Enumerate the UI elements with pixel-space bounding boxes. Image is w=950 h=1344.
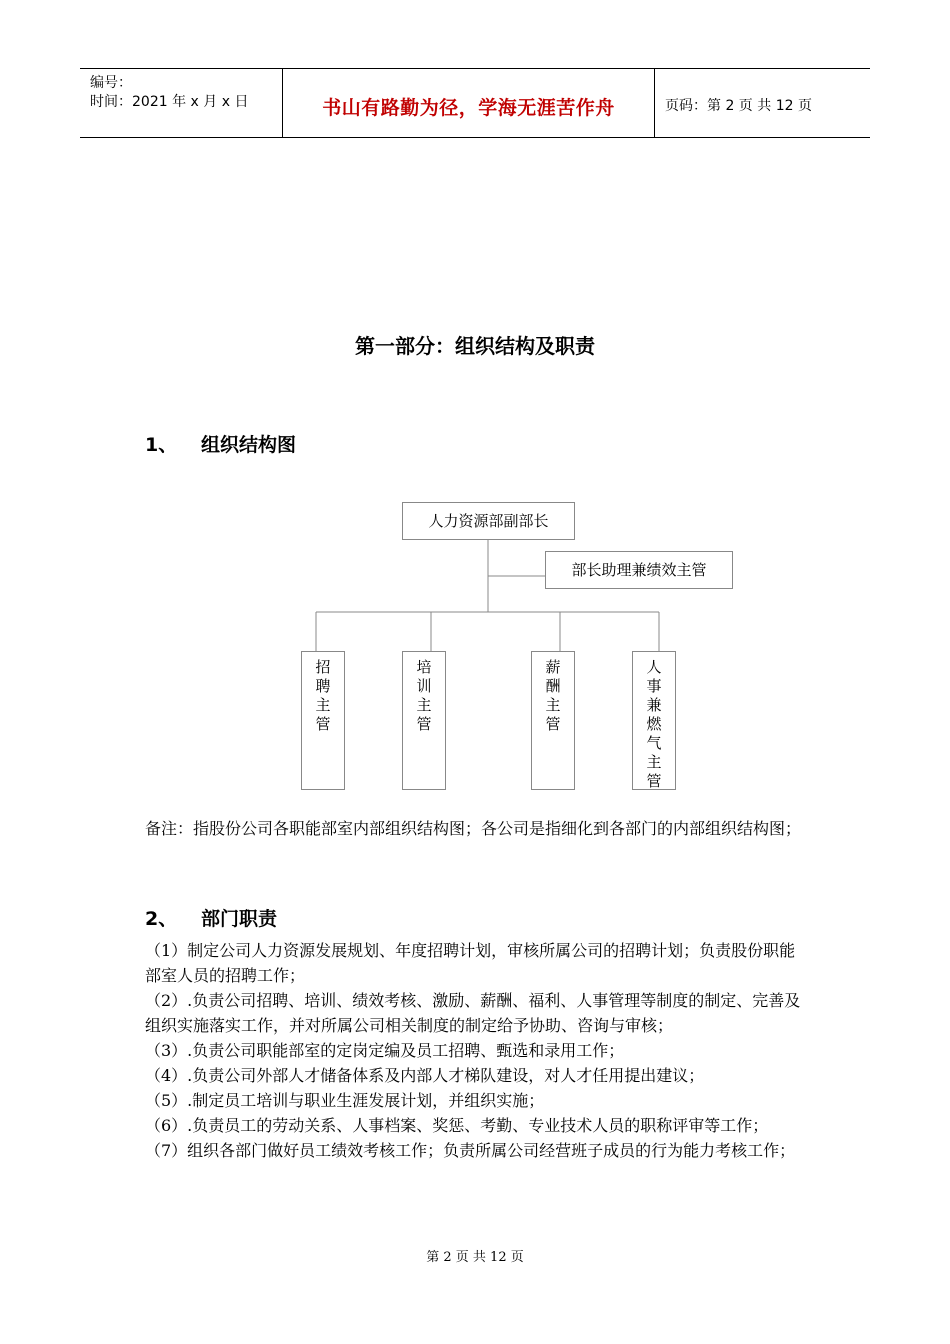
page-footer: 第 2 页 共 12 页 — [426, 1250, 524, 1265]
duties-list — [145, 938, 810, 1163]
section-title: 部门职责 — [201, 908, 278, 930]
org-node-label: 培训主管 — [416, 658, 432, 733]
org-chart-connectors — [290, 500, 750, 800]
duty-item: （2）.负责公司招聘、培训、绩效考核、激励、薪酬、福利、人事管理等制度的制定、完善及组织实施落实工作，并对所属公司相关制度的制定给予协助、咨询与审核； — [145, 991, 801, 1035]
section-title: 组织结构图 — [201, 434, 297, 456]
section-heading-org-chart — [145, 430, 296, 457]
section-number: 1、 — [145, 434, 178, 456]
org-chart — [290, 500, 750, 800]
header-right-cell — [655, 69, 870, 137]
org-node-assistant: 部长助理兼绩效主管 — [545, 551, 733, 589]
section-number: 2、 — [145, 908, 178, 930]
part-title: 第一部分：组织结构及职责 — [355, 334, 595, 358]
duty-item: （1）制定公司人力资源发展规划、年度招聘计划，审核所属公司的招聘计划；负责股份职能部室人员的招聘工作； — [145, 941, 796, 985]
org-node-label: 招聘主管 — [315, 658, 331, 733]
org-chart-note: 备注：指股份公司各职能部室内部组织结构图；各公司是指细化到各部门的内部组织结构图； — [145, 819, 802, 838]
duty-item: （7）组织各部门做好员工绩效考核工作；负责所属公司经营班子成员的行为能力考核工作； — [145, 1141, 796, 1160]
duty-item: （3）.负责公司职能部室的定岗定编及员工招聘、甄选和录用工作； — [145, 1041, 625, 1060]
header-motto: 书山有路勤为径，学海无涯苦作舟 — [322, 97, 615, 119]
duty-item: （5）.制定员工培训与职业生涯发展计划，并组织实施； — [145, 1091, 545, 1110]
document-header — [80, 68, 870, 138]
duty-item: （6）.负责员工的劳动关系、人事档案、奖惩、考勤、专业技术人员的职称评审等工作； — [145, 1116, 769, 1135]
org-node-personnel-gas — [632, 651, 676, 790]
header-left-cell — [80, 69, 283, 137]
header-page-label: 页码：第 2 页 共 12 页 — [665, 98, 812, 114]
document-date-label: 时间：2021 年 x 月 x 日 — [90, 94, 249, 110]
org-node-training — [402, 651, 446, 790]
org-node-compensation — [531, 651, 575, 790]
document-id-label: 编号： — [90, 75, 132, 91]
header-middle-cell — [283, 69, 655, 137]
duty-item: （4）.负责公司外部人才储备体系及内部人才梯队建设，对人才任用提出建议； — [145, 1066, 705, 1085]
org-node-label: 人事兼燃气主管 — [646, 658, 662, 790]
org-node-recruiting — [301, 651, 345, 790]
section-heading-duties — [145, 904, 277, 931]
org-node-deputy-director: 人力资源部副部长 — [402, 502, 575, 540]
org-node-label: 薪酬主管 — [545, 658, 561, 733]
